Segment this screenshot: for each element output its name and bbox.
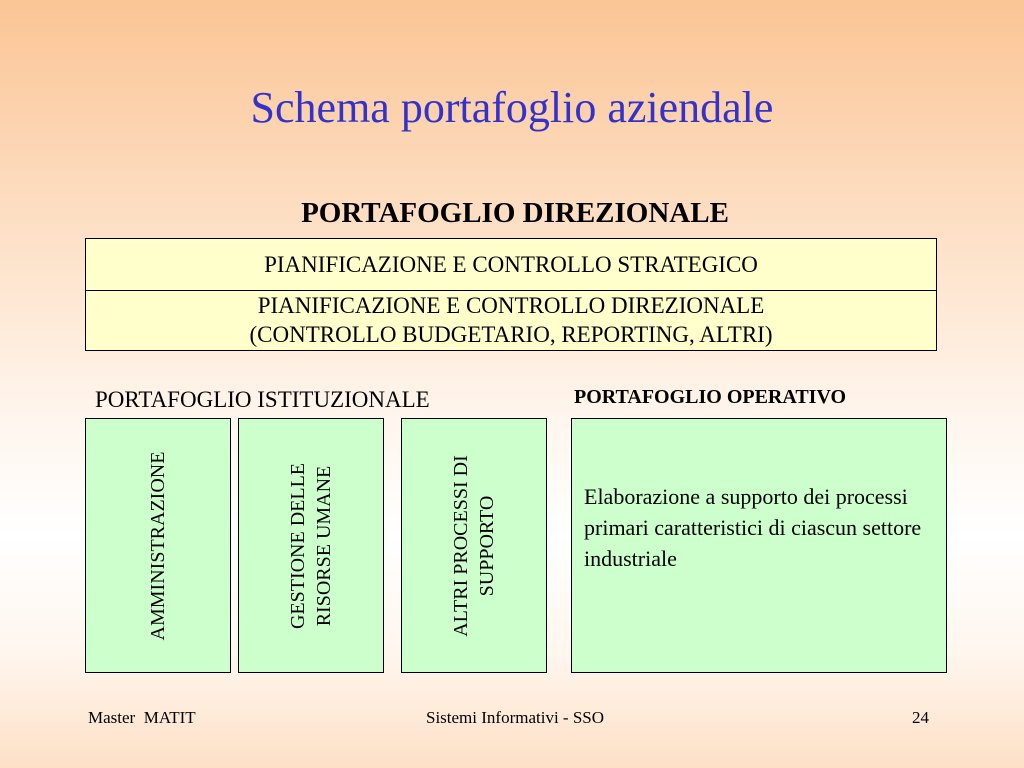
amministrazione-box <box>85 418 231 673</box>
management-planning-detail: (CONTROLLO BUDGETARIO, REPORTING, ALTRI) <box>249 322 773 347</box>
risorse-umane-line-1: GESTIONE DELLE <box>287 462 309 629</box>
direzionale-box <box>85 238 937 351</box>
operativo-heading: PORTAFOGLIO OPERATIVO <box>574 386 847 408</box>
risorse-umane-line-2: RISORSE UMANE <box>313 465 335 626</box>
altri-processi-line-1: ALTRI PROCESSI DI <box>450 454 472 637</box>
footer-course: Master MATIT <box>88 708 196 727</box>
operativo-box <box>571 418 947 673</box>
altri-processi-box <box>401 418 547 673</box>
altri-processi-label <box>448 426 500 666</box>
management-planning-row <box>86 291 936 350</box>
operativo-description: Elaborazione a supporto dei processi primari caratteristici di ciascun settore industriale <box>584 484 922 571</box>
risorse-umane-label <box>285 426 337 666</box>
istituzionale-heading: PORTAFOGLIO ISTITUZIONALE <box>95 387 430 412</box>
amministrazione-label <box>145 426 171 666</box>
strategic-planning-row: PIANIFICAZIONE E CONTROLLO STRATEGICO <box>86 239 936 291</box>
direzionale-heading: PORTAFOGLIO DIREZIONALE <box>301 197 729 229</box>
risorse-umane-box <box>238 418 384 673</box>
management-planning-line: PIANIFICAZIONE E CONTROLLO DIREZIONALE <box>257 293 765 318</box>
footer-subject: Sistemi Informativi - SSO <box>425 708 605 727</box>
amministrazione-line-1: AMMINISTRAZIONE <box>147 451 169 640</box>
altri-processi-line-2: SUPPORTO <box>476 495 498 596</box>
slide-title: Schema portafoglio aziendale <box>250 83 774 132</box>
footer-page-number: 24 <box>912 708 929 727</box>
